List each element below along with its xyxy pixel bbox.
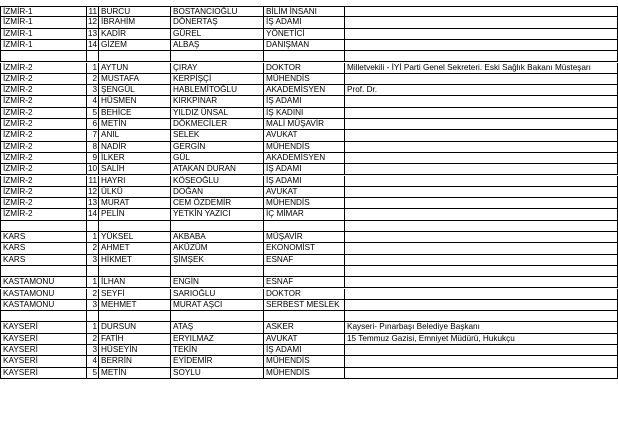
note-cell bbox=[344, 29, 618, 39]
rank-cell: 14 bbox=[88, 209, 98, 219]
table-row bbox=[0, 198, 618, 209]
note-cell bbox=[344, 277, 618, 287]
profession-cell: AVUKAT bbox=[263, 130, 344, 140]
profession-cell: İÇ MİMAR bbox=[263, 209, 344, 219]
rank-cell bbox=[86, 221, 98, 231]
rank-cell: 5 bbox=[86, 368, 98, 378]
city-cell: KASTAMONU bbox=[0, 300, 86, 310]
profession-cell: MÜHENDİS bbox=[263, 368, 344, 378]
rank-cell: 12 bbox=[88, 17, 98, 27]
note-cell bbox=[344, 108, 618, 118]
surname-cell: YETKİN YAZICI bbox=[170, 209, 263, 219]
city-cell: KASTAMONU bbox=[0, 277, 86, 287]
first-name-cell bbox=[98, 221, 170, 231]
note-cell bbox=[344, 356, 618, 366]
rank-cell: 3 bbox=[86, 85, 98, 95]
city-cell: İZMİR-2 bbox=[0, 187, 86, 197]
surname-cell: DÖNERTAŞ bbox=[170, 17, 263, 27]
profession-cell: DOKTOR bbox=[263, 289, 344, 299]
table-row bbox=[0, 40, 618, 51]
first-name-cell: İLKER bbox=[98, 153, 170, 163]
profession-cell: İŞ ADAMI bbox=[263, 176, 344, 186]
surname-cell: YILDIZ ÜNSAL bbox=[170, 108, 263, 118]
profession-cell: İŞ ADAMI bbox=[263, 164, 344, 174]
note-cell bbox=[344, 300, 618, 310]
first-name-cell: MUSTAFA bbox=[98, 74, 170, 84]
rank-cell bbox=[86, 51, 98, 61]
first-name-cell: ÜLKÜ bbox=[98, 187, 170, 197]
first-name-cell: HÜSMEN bbox=[98, 96, 170, 106]
note-cell bbox=[344, 368, 618, 378]
rank-cell: 5 bbox=[86, 108, 98, 118]
first-name-cell: METİN bbox=[98, 368, 170, 378]
city-cell: İZMİR-2 bbox=[0, 209, 86, 219]
table-row bbox=[0, 17, 618, 28]
note-cell bbox=[344, 198, 618, 208]
first-name-cell: AHMET bbox=[98, 243, 170, 253]
first-name-cell: İBRAHİM bbox=[98, 17, 170, 27]
rank-cell: 11 bbox=[86, 7, 98, 16]
profession-cell: DOKTOR bbox=[263, 63, 344, 73]
note-cell bbox=[344, 232, 618, 242]
table-row bbox=[0, 345, 618, 356]
first-name-cell: YÜKSEL bbox=[98, 232, 170, 242]
profession-cell: MÜHENDİS bbox=[263, 198, 344, 208]
city-cell: KAYSERİ bbox=[0, 345, 86, 355]
rank-cell: 4 bbox=[86, 96, 98, 106]
surname-cell: ERYILMAZ bbox=[170, 334, 263, 344]
profession-cell: YÖNETİCİ bbox=[263, 29, 344, 39]
rank-cell: 1 bbox=[86, 322, 98, 332]
note-cell bbox=[344, 51, 618, 61]
city-cell: İZMİR-1 bbox=[0, 40, 86, 50]
note-cell bbox=[344, 153, 618, 163]
table-row bbox=[0, 322, 618, 333]
profession-cell: İŞ ADAMI bbox=[263, 345, 344, 355]
profession-cell: ESNAF bbox=[263, 277, 344, 287]
first-name-cell bbox=[98, 51, 170, 61]
surname-cell: GERGİN bbox=[170, 142, 263, 152]
note-cell bbox=[344, 221, 618, 231]
first-name-cell: HÜSEYİN bbox=[98, 345, 170, 355]
note-cell bbox=[344, 243, 618, 253]
note-cell bbox=[344, 74, 618, 84]
rank-cell: 13 bbox=[88, 198, 98, 208]
city-cell: İZMİR-2 bbox=[0, 198, 86, 208]
first-name-cell: DURSUN bbox=[98, 322, 170, 332]
table-row bbox=[0, 334, 618, 345]
profession-cell bbox=[263, 266, 344, 276]
profession-cell: AKADEMİSYEN bbox=[263, 153, 344, 163]
first-name-cell: BURCU bbox=[98, 7, 170, 16]
profession-cell: EKONOMİST bbox=[263, 243, 344, 253]
note-cell bbox=[344, 187, 618, 197]
note-cell bbox=[344, 40, 618, 50]
table-row bbox=[0, 85, 618, 96]
profession-cell: MALİ MÜŞAVİR bbox=[263, 119, 344, 129]
city-cell: KAYSERİ bbox=[0, 356, 86, 366]
first-name-cell: AYTUN bbox=[98, 63, 170, 73]
city-cell: İZMİR-2 bbox=[0, 63, 86, 73]
profession-cell: AVUKAT bbox=[263, 334, 344, 344]
surname-cell bbox=[170, 51, 263, 61]
first-name-cell: MEHMET bbox=[98, 300, 170, 310]
surname-cell: GÜREL bbox=[170, 29, 263, 39]
table-row bbox=[0, 96, 618, 107]
profession-cell: BİLİM İNSANI bbox=[263, 7, 344, 16]
surname-cell: CEM ÖZDEMİR bbox=[170, 198, 263, 208]
rank-cell: 2 bbox=[86, 243, 98, 253]
table-row bbox=[0, 74, 618, 85]
surname-cell: HABLEMİTOĞLU bbox=[170, 85, 263, 95]
city-cell bbox=[0, 221, 86, 231]
rank-cell: 2 bbox=[86, 74, 98, 84]
first-name-cell: METİN bbox=[98, 119, 170, 129]
table-row bbox=[0, 6, 618, 17]
note-cell bbox=[344, 209, 618, 219]
rank-cell: 1 bbox=[86, 63, 98, 73]
table-row bbox=[0, 108, 618, 119]
first-name-cell: BERRİN bbox=[98, 356, 170, 366]
note-cell bbox=[344, 164, 618, 174]
profession-cell: SERBEST MESLEK bbox=[263, 300, 344, 310]
city-cell: İZMİR-2 bbox=[0, 119, 86, 129]
note-cell: 15 Temmuz Gazisi, Emniyet Müdürü, Hukukçu bbox=[344, 334, 618, 344]
profession-cell: ESNAF bbox=[263, 255, 344, 265]
table-row bbox=[0, 209, 618, 220]
note-cell: Kayseri- Pınarbaşı Belediye Başkanı bbox=[344, 322, 618, 332]
surname-cell: SARIOĞLU bbox=[170, 289, 263, 299]
rank-cell: 13 bbox=[88, 28, 98, 38]
rank-cell bbox=[86, 266, 98, 276]
profession-cell: MÜHENDİS bbox=[263, 356, 344, 366]
rank-cell: 8 bbox=[86, 142, 98, 152]
note-cell bbox=[344, 7, 618, 16]
city-cell bbox=[0, 266, 86, 276]
first-name-cell bbox=[98, 311, 170, 321]
surname-cell bbox=[170, 311, 263, 321]
city-cell: KARS bbox=[0, 255, 86, 265]
rank-cell: 11 bbox=[86, 176, 98, 186]
first-name-cell: SEYFİ bbox=[98, 289, 170, 299]
surname-cell: DÖKMECİLER bbox=[170, 119, 263, 129]
note-cell bbox=[344, 345, 618, 355]
city-cell: KAYSERİ bbox=[0, 322, 86, 332]
first-name-cell: İLHAN bbox=[98, 277, 170, 287]
city-cell: İZMİR-2 bbox=[0, 176, 86, 186]
note-cell bbox=[344, 130, 618, 140]
city-cell: İZMİR-2 bbox=[0, 142, 86, 152]
surname-cell: ATAKAN DURAN bbox=[170, 164, 263, 174]
city-cell: İZMİR-2 bbox=[0, 108, 86, 118]
profession-cell: DANIŞMAN bbox=[263, 40, 344, 50]
first-name-cell: KADİR bbox=[98, 29, 170, 39]
rank-cell bbox=[86, 311, 98, 321]
table-row bbox=[0, 176, 618, 187]
table-row bbox=[0, 187, 618, 198]
profession-cell: MÜŞAVİR bbox=[263, 232, 344, 242]
table-row bbox=[0, 300, 618, 311]
surname-cell: SOYLU bbox=[170, 368, 263, 378]
surname-cell: SELEK bbox=[170, 130, 263, 140]
first-name-cell: PELİN bbox=[98, 209, 170, 219]
rank-cell: 9 bbox=[86, 153, 98, 163]
table-row bbox=[0, 221, 618, 232]
surname-cell: BOSTANCIOĞLU bbox=[170, 7, 263, 16]
rank-cell: 2 bbox=[86, 334, 98, 344]
table-row bbox=[0, 277, 618, 288]
table-row bbox=[0, 356, 618, 367]
first-name-cell: MURAT bbox=[98, 198, 170, 208]
city-cell: İZMİR-1 bbox=[0, 17, 86, 27]
city-cell: KAYSERİ bbox=[0, 368, 86, 378]
note-cell bbox=[344, 119, 618, 129]
table-row bbox=[0, 255, 618, 266]
first-name-cell: ŞENGÜL bbox=[98, 85, 170, 95]
first-name-cell bbox=[98, 266, 170, 276]
surname-cell: AKBABA bbox=[170, 232, 263, 242]
table-row bbox=[0, 243, 618, 254]
surname-cell: AKÜZÜM bbox=[170, 243, 263, 253]
surname-cell: ATAŞ bbox=[170, 322, 263, 332]
surname-cell: MURAT AŞCI bbox=[170, 300, 263, 310]
profession-cell bbox=[263, 311, 344, 321]
note-cell bbox=[344, 289, 618, 299]
surname-cell: ŞİMŞEK bbox=[170, 255, 263, 265]
table-row bbox=[0, 232, 618, 243]
table-row bbox=[0, 289, 618, 300]
note-cell bbox=[344, 266, 618, 276]
rank-cell: 14 bbox=[88, 39, 98, 49]
city-cell: İZMİR-2 bbox=[0, 153, 86, 163]
first-name-cell: GİZEM bbox=[98, 40, 170, 50]
surname-cell: KIRKPINAR bbox=[170, 96, 263, 106]
profession-cell: AKADEMİSYEN bbox=[263, 85, 344, 95]
table-row bbox=[0, 153, 618, 164]
surname-cell: KERPİŞÇİ bbox=[170, 74, 263, 84]
first-name-cell: ANIL bbox=[98, 130, 170, 140]
profession-cell bbox=[263, 221, 344, 231]
city-cell: KAYSERİ bbox=[0, 334, 86, 344]
table-row bbox=[0, 63, 618, 74]
table-row bbox=[0, 119, 618, 130]
table-row bbox=[0, 29, 618, 40]
surname-cell: GÜL bbox=[170, 153, 263, 163]
surname-cell bbox=[170, 266, 263, 276]
profession-cell: İŞ ADAMI bbox=[263, 17, 344, 27]
city-cell: İZMİR-2 bbox=[0, 96, 86, 106]
surname-cell: TEKİN bbox=[170, 345, 263, 355]
note-cell: Prof. Dr. bbox=[344, 85, 618, 95]
table-row bbox=[0, 130, 618, 141]
city-cell: İZMİR-2 bbox=[0, 164, 86, 174]
city-cell: İZMİR-1 bbox=[0, 29, 86, 39]
rank-cell: 1 bbox=[86, 277, 98, 287]
note-cell bbox=[344, 176, 618, 186]
rank-cell: 3 bbox=[86, 345, 98, 355]
city-cell: KASTAMONU bbox=[0, 289, 86, 299]
note-cell bbox=[344, 311, 618, 321]
city-cell: KARS bbox=[0, 243, 86, 253]
city-cell: İZMİR-1 bbox=[0, 7, 86, 16]
table-row bbox=[0, 51, 618, 62]
first-name-cell: NADİR bbox=[98, 142, 170, 152]
profession-cell: AVUKAT bbox=[263, 187, 344, 197]
profession-cell: İŞ KADINI bbox=[263, 108, 344, 118]
table-row bbox=[0, 142, 618, 153]
table-row bbox=[0, 266, 618, 277]
profession-cell: MÜHENDİS bbox=[263, 74, 344, 84]
note-cell bbox=[344, 255, 618, 265]
rank-cell: 3 bbox=[86, 300, 98, 310]
surname-cell: ALBAŞ bbox=[170, 40, 263, 50]
profession-cell: ASKER bbox=[263, 322, 344, 332]
table-row bbox=[0, 368, 618, 379]
city-cell bbox=[0, 51, 86, 61]
rank-cell: 3 bbox=[86, 255, 98, 265]
rank-cell: 1 bbox=[86, 232, 98, 242]
rank-cell: 12 bbox=[88, 186, 98, 196]
surname-cell: EYİDEMİR bbox=[170, 356, 263, 366]
first-name-cell: HİKMET bbox=[98, 255, 170, 265]
first-name-cell: BEHİCE bbox=[98, 108, 170, 118]
profession-cell: İŞ ADAMI bbox=[263, 96, 344, 106]
city-cell bbox=[0, 311, 86, 321]
rank-cell: 6 bbox=[86, 119, 98, 129]
city-cell: İZMİR-2 bbox=[0, 130, 86, 140]
surname-cell: KÖSEOĞLU bbox=[170, 176, 263, 186]
rank-cell: 10 bbox=[88, 164, 98, 174]
note-cell bbox=[344, 96, 618, 106]
table-row bbox=[0, 164, 618, 175]
surname-cell: DOĞAN bbox=[170, 187, 263, 197]
surname-cell bbox=[170, 221, 263, 231]
rank-cell: 7 bbox=[86, 130, 98, 140]
first-name-cell: HAYRI bbox=[98, 176, 170, 186]
city-cell: İZMİR-2 bbox=[0, 85, 86, 95]
city-cell: İZMİR-2 bbox=[0, 74, 86, 84]
rank-cell: 2 bbox=[86, 289, 98, 299]
rank-cell: 4 bbox=[86, 356, 98, 366]
table-row bbox=[0, 311, 618, 322]
note-cell bbox=[344, 17, 618, 27]
profession-cell: MÜHENDİS bbox=[263, 142, 344, 152]
profession-cell bbox=[263, 51, 344, 61]
surname-cell: ÇIRAY bbox=[170, 63, 263, 73]
first-name-cell: FATİH bbox=[98, 334, 170, 344]
first-name-cell: SALİH bbox=[98, 164, 170, 174]
surname-cell: ENGİN bbox=[170, 277, 263, 287]
city-cell: KARS bbox=[0, 232, 86, 242]
note-cell: Milletvekili - İYİ Parti Genel Sekreteri. Eski Sağlık Bakanı Müsteşarı bbox=[344, 63, 618, 73]
note-cell bbox=[344, 142, 618, 152]
